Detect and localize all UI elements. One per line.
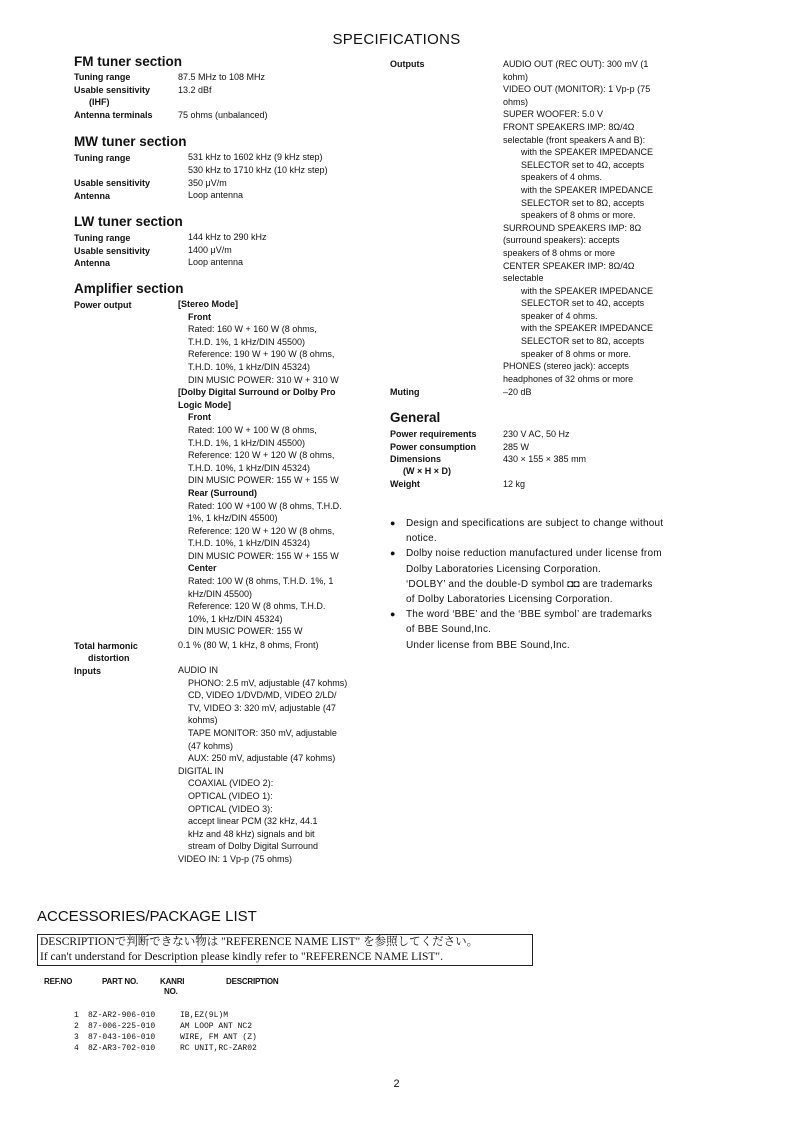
lw-sensitivity-label: Usable sensitivity — [74, 246, 151, 256]
reference-note-line-ja: DESCRIPTIONで判断できない物は "REFERENCE NAME LIST" を参照してください。 — [40, 936, 479, 948]
power-line: Rated: 100 W (8 ohms, T.H.D. 1%, 1 — [188, 576, 334, 587]
power-line: [Stereo Mode] — [178, 299, 239, 309]
lw-tuning-range-value: 144 kHz to 290 kHz — [188, 232, 267, 242]
mw-antenna-label: Antenna — [74, 191, 110, 201]
lw-antenna-label: Antenna — [74, 258, 110, 268]
outputs-line: VIDEO OUT (MONITOR): 1 Vp-p (75 — [503, 84, 651, 95]
inputs-block — [178, 664, 347, 866]
page-number: 2 — [393, 1078, 400, 1090]
power-line: DIN MUSIC POWER: 155 W — [188, 626, 303, 637]
note-line: notice. — [406, 533, 437, 545]
outputs-line: ohms) — [503, 96, 529, 107]
fm-antenna-label: Antenna terminals — [74, 110, 153, 120]
table-row-part: 87-043-106-010 — [88, 1033, 156, 1042]
fm-sensitivity-label-ihf: (IHF) — [89, 97, 110, 107]
col-header-ref-no: REF.NO — [44, 977, 73, 986]
thd-label-2: distortion — [88, 653, 130, 663]
mw-tuning-range-label: Tuning range — [74, 153, 131, 163]
general-section-title: General — [390, 410, 441, 425]
col-header-part-no: PART NO. — [102, 977, 139, 986]
note-item — [390, 607, 720, 653]
note-line: of BBE Sound,Inc. — [406, 624, 492, 636]
bullet-icon: ● — [390, 518, 396, 528]
table-row-ref: 1 — [74, 1011, 79, 1020]
power-requirements-label: Power requirements — [390, 429, 477, 439]
power-output-block — [178, 298, 342, 638]
lw-section-title: LW tuner section — [74, 214, 183, 229]
inputs-line: stream of Dolby Digital Surround — [188, 841, 319, 852]
mw-tuning-range-value-2: 530 kHz to 1710 kHz (10 kHz step) — [188, 165, 328, 175]
inputs-line: AUDIO IN — [178, 665, 219, 675]
thd-value: 0.1 % (80 W, 1 kHz, 8 ohms, Front) — [178, 640, 319, 650]
mw-tuning-range-value: 531 kHz to 1602 kHz (9 kHz step) — [188, 152, 323, 162]
power-output-label: Power output — [74, 300, 132, 310]
outputs-line: with the SPEAKER IMPEDANCE — [521, 323, 654, 334]
fm-sensitivity-value: 13.2 dBf — [178, 85, 212, 95]
power-consumption-value: 285 W — [503, 442, 530, 452]
fm-sensitivity-label: Usable sensitivity — [74, 85, 151, 95]
col-header-kanri-no: NO. — [164, 987, 178, 996]
table-row-part: 8Z-AR2-906-010 — [88, 1011, 156, 1020]
amp-section-title: Amplifier section — [74, 281, 184, 296]
dimensions-value: 430 × 155 × 385 mm — [503, 454, 587, 464]
outputs-line: speaker of 4 ohms. — [521, 310, 598, 321]
power-line: Reference: 120 W + 120 W (8 ohms, — [188, 450, 335, 461]
inputs-line: AUX: 250 mV, adjustable (47 kohms) — [188, 753, 336, 764]
table-row-ref: 2 — [74, 1022, 79, 1031]
mw-sensitivity-label: Usable sensitivity — [74, 178, 151, 188]
table-row-ref: 4 — [74, 1044, 79, 1053]
page-title: SPECIFICATIONS — [332, 31, 461, 48]
outputs-block — [503, 58, 653, 385]
lw-antenna-value: Loop antenna — [188, 257, 244, 267]
note-line: Dolby noise reduction manufactured under license from — [406, 548, 662, 560]
mw-sensitivity-value: 350 μV/m — [188, 178, 227, 188]
inputs-label: Inputs — [74, 666, 101, 676]
note-line: of Dolby Laboratories Licensing Corporation. — [406, 594, 613, 606]
fm-tuning-range-value: 87.5 MHz to 108 MHz — [178, 72, 266, 82]
inputs-line: DIGITAL IN — [178, 765, 224, 776]
note-line: Under license from BBE Sound,Inc. — [406, 639, 570, 651]
power-line: Rear (Surround) — [188, 487, 258, 498]
power-line: DIN MUSIC POWER: 310 W + 310 W — [188, 374, 339, 385]
table-row-part: 8Z-AR3-702-010 — [88, 1044, 156, 1053]
inputs-line: TV, VIDEO 3: 320 mV, adjustable (47 — [188, 702, 336, 713]
inputs-line: (47 kohms) — [188, 740, 234, 751]
note-line: ‘DOLBY’ and the double-D symbol ◘◘ are trademarks — [406, 578, 653, 590]
mw-section-title: MW tuner section — [74, 134, 187, 149]
power-line: Reference: 120 W (8 ohms, T.H.D. — [188, 601, 326, 612]
table-row-desc: AM LOOP ANT NC2 — [180, 1022, 253, 1031]
inputs-line: kohms) — [188, 715, 218, 726]
outputs-line: with the SPEAKER IMPEDANCE — [521, 285, 654, 296]
lw-tuning-range-label: Tuning range — [74, 233, 131, 243]
power-line: kHz/DIN 45500) — [188, 588, 253, 599]
fm-section-title: FM tuner section — [74, 54, 183, 69]
fm-antenna-value: 75 ohms (unbalanced) — [178, 110, 268, 120]
power-line: DIN MUSIC POWER: 155 W + 155 W — [188, 550, 339, 561]
power-line: 1%, 1 kHz/DIN 45500) — [188, 513, 278, 524]
power-line: Center — [188, 563, 217, 574]
power-line: DIN MUSIC POWER: 155 W + 155 W — [188, 475, 339, 486]
table-row-desc: IB,EZ(9L)M — [180, 1011, 229, 1020]
inputs-line: TAPE MONITOR: 350 mV, adjustable — [188, 727, 337, 738]
power-line: T.H.D. 10%, 1 kHz/DIN 45324) — [188, 462, 311, 473]
power-requirements-value: 230 V AC, 50 Hz — [503, 429, 570, 439]
outputs-line: PHONES (stereo jack): accepts — [503, 361, 630, 372]
outputs-line: selectable — [503, 273, 544, 284]
reference-note-line-en: If can't understand for Description please kindly refer to "REFERENCE NAME LIST". — [40, 950, 444, 963]
outputs-line: speakers of 8 ohms or more — [503, 247, 616, 258]
note-line: Dolby Laboratories Licensing Corporation. — [406, 563, 601, 575]
thd-label: Total harmonic — [74, 641, 138, 651]
note-item — [390, 516, 720, 546]
power-line: Reference: 120 W + 120 W (8 ohms, — [188, 525, 335, 536]
power-consumption-label: Power consumption — [390, 442, 477, 452]
outputs-line: SELECTOR set to 8Ω, accepts — [521, 197, 645, 208]
inputs-line: OPTICAL (VIDEO 3): — [188, 803, 273, 814]
inputs-line: accept linear PCM (32 kHz, 44.1 — [188, 816, 318, 827]
power-line: T.H.D. 10%, 1 kHz/DIN 45324) — [188, 538, 311, 549]
outputs-line: with the SPEAKER IMPEDANCE — [521, 147, 654, 158]
inputs-line: CD, VIDEO 1/DVD/MD, VIDEO 2/LD/ — [188, 690, 337, 701]
inputs-line: VIDEO IN: 1 Vp-p (75 ohms) — [178, 853, 293, 864]
outputs-line: SELECTOR set to 4Ω, accepts — [521, 159, 645, 170]
outputs-label: Outputs — [390, 59, 425, 69]
inputs-line: PHONO: 2.5 mV, adjustable (47 kohms) — [188, 677, 348, 688]
notes-list — [390, 516, 720, 653]
muting-label: Muting — [390, 387, 420, 397]
table-row-desc: WIRE, FM ANT (Z) — [180, 1033, 257, 1042]
outputs-line: (surround speakers): accepts — [503, 235, 620, 246]
note-line: Design and specifications are subject to change without — [406, 518, 664, 529]
outputs-line: SUPER WOOFER: 5.0 V — [503, 109, 604, 120]
outputs-line: speakers of 4 ohms. — [521, 172, 603, 183]
power-line: 10%, 1 kHz/DIN 45324) — [188, 613, 283, 624]
power-line: T.H.D. 10%, 1 kHz/DIN 45324) — [188, 361, 311, 372]
reference-note-box — [37, 934, 533, 966]
dimensions-label: Dimensions — [390, 454, 442, 464]
outputs-line: SELECTOR set to 4Ω, accepts — [521, 298, 645, 309]
table-row-part: 87-006-225-010 — [88, 1022, 156, 1031]
accessories-title: ACCESSORIES/PACKAGE LIST — [37, 908, 257, 925]
weight-value: 12 kg — [503, 479, 526, 489]
outputs-line: headphones of 32 ohms or more — [503, 373, 634, 384]
power-line: Rated: 100 W +100 W (8 ohms, T.H.D. — [188, 500, 342, 511]
power-line: T.H.D. 1%, 1 kHz/DIN 45500) — [188, 437, 306, 448]
dimensions-label-2: (W × H × D) — [403, 466, 452, 476]
power-line: Front — [188, 412, 211, 423]
col-header-description: DESCRIPTION — [226, 977, 279, 986]
note-line: The word ‘BBE’ and the ‘BBE symbol’ are trademarks — [406, 609, 653, 621]
outputs-line: CENTER SPEAKER IMP: 8Ω/4Ω — [503, 260, 635, 271]
power-line: T.H.D. 1%, 1 kHz/DIN 45500) — [188, 336, 306, 347]
mw-antenna-value: Loop antenna — [188, 190, 244, 200]
inputs-line: COAXIAL (VIDEO 2): — [188, 778, 274, 789]
outputs-line: with the SPEAKER IMPEDANCE — [521, 184, 654, 195]
col-header-kanri: KANRI — [160, 977, 185, 986]
bullet-icon: ● — [390, 548, 396, 559]
table-row-ref: 3 — [74, 1033, 79, 1042]
power-line: [Dolby Digital Surround or Dolby Pro — [178, 387, 336, 398]
note-item — [390, 546, 720, 607]
outputs-line: selectable (front speakers A and B): — [503, 134, 646, 145]
bullet-icon: ● — [390, 609, 396, 620]
weight-label: Weight — [390, 479, 420, 489]
inputs-line: kHz and 48 kHz) signals and bit — [188, 828, 315, 839]
power-line: Rated: 100 W + 100 W (8 ohms, — [188, 424, 317, 435]
outputs-line: AUDIO OUT (REC OUT): 300 mV (1 — [503, 59, 649, 69]
outputs-line: FRONT SPEAKERS IMP: 8Ω/4Ω — [503, 121, 635, 132]
table-row-desc: RC UNIT,RC-ZAR02 — [180, 1044, 257, 1053]
outputs-line: speaker of 8 ohms or more. — [521, 348, 632, 359]
power-line: Rated: 160 W + 160 W (8 ohms, — [188, 324, 317, 335]
lw-sensitivity-value: 1400 μV/m — [188, 245, 232, 255]
fm-tuning-range-label: Tuning range — [74, 72, 131, 82]
outputs-line: speakers of 8 ohms or more. — [521, 210, 636, 221]
muting-value: –20 dB — [503, 387, 532, 397]
inputs-line: OPTICAL (VIDEO 1): — [188, 790, 273, 801]
outputs-line: SELECTOR set to 8Ω, accepts — [521, 336, 645, 347]
outputs-line: SURROUND SPEAKERS IMP: 8Ω — [503, 222, 642, 233]
power-line: Logic Mode] — [178, 399, 231, 410]
power-line: Reference: 190 W + 190 W (8 ohms, — [188, 349, 335, 360]
outputs-line: kohm) — [503, 71, 529, 82]
power-line: Front — [188, 311, 211, 322]
